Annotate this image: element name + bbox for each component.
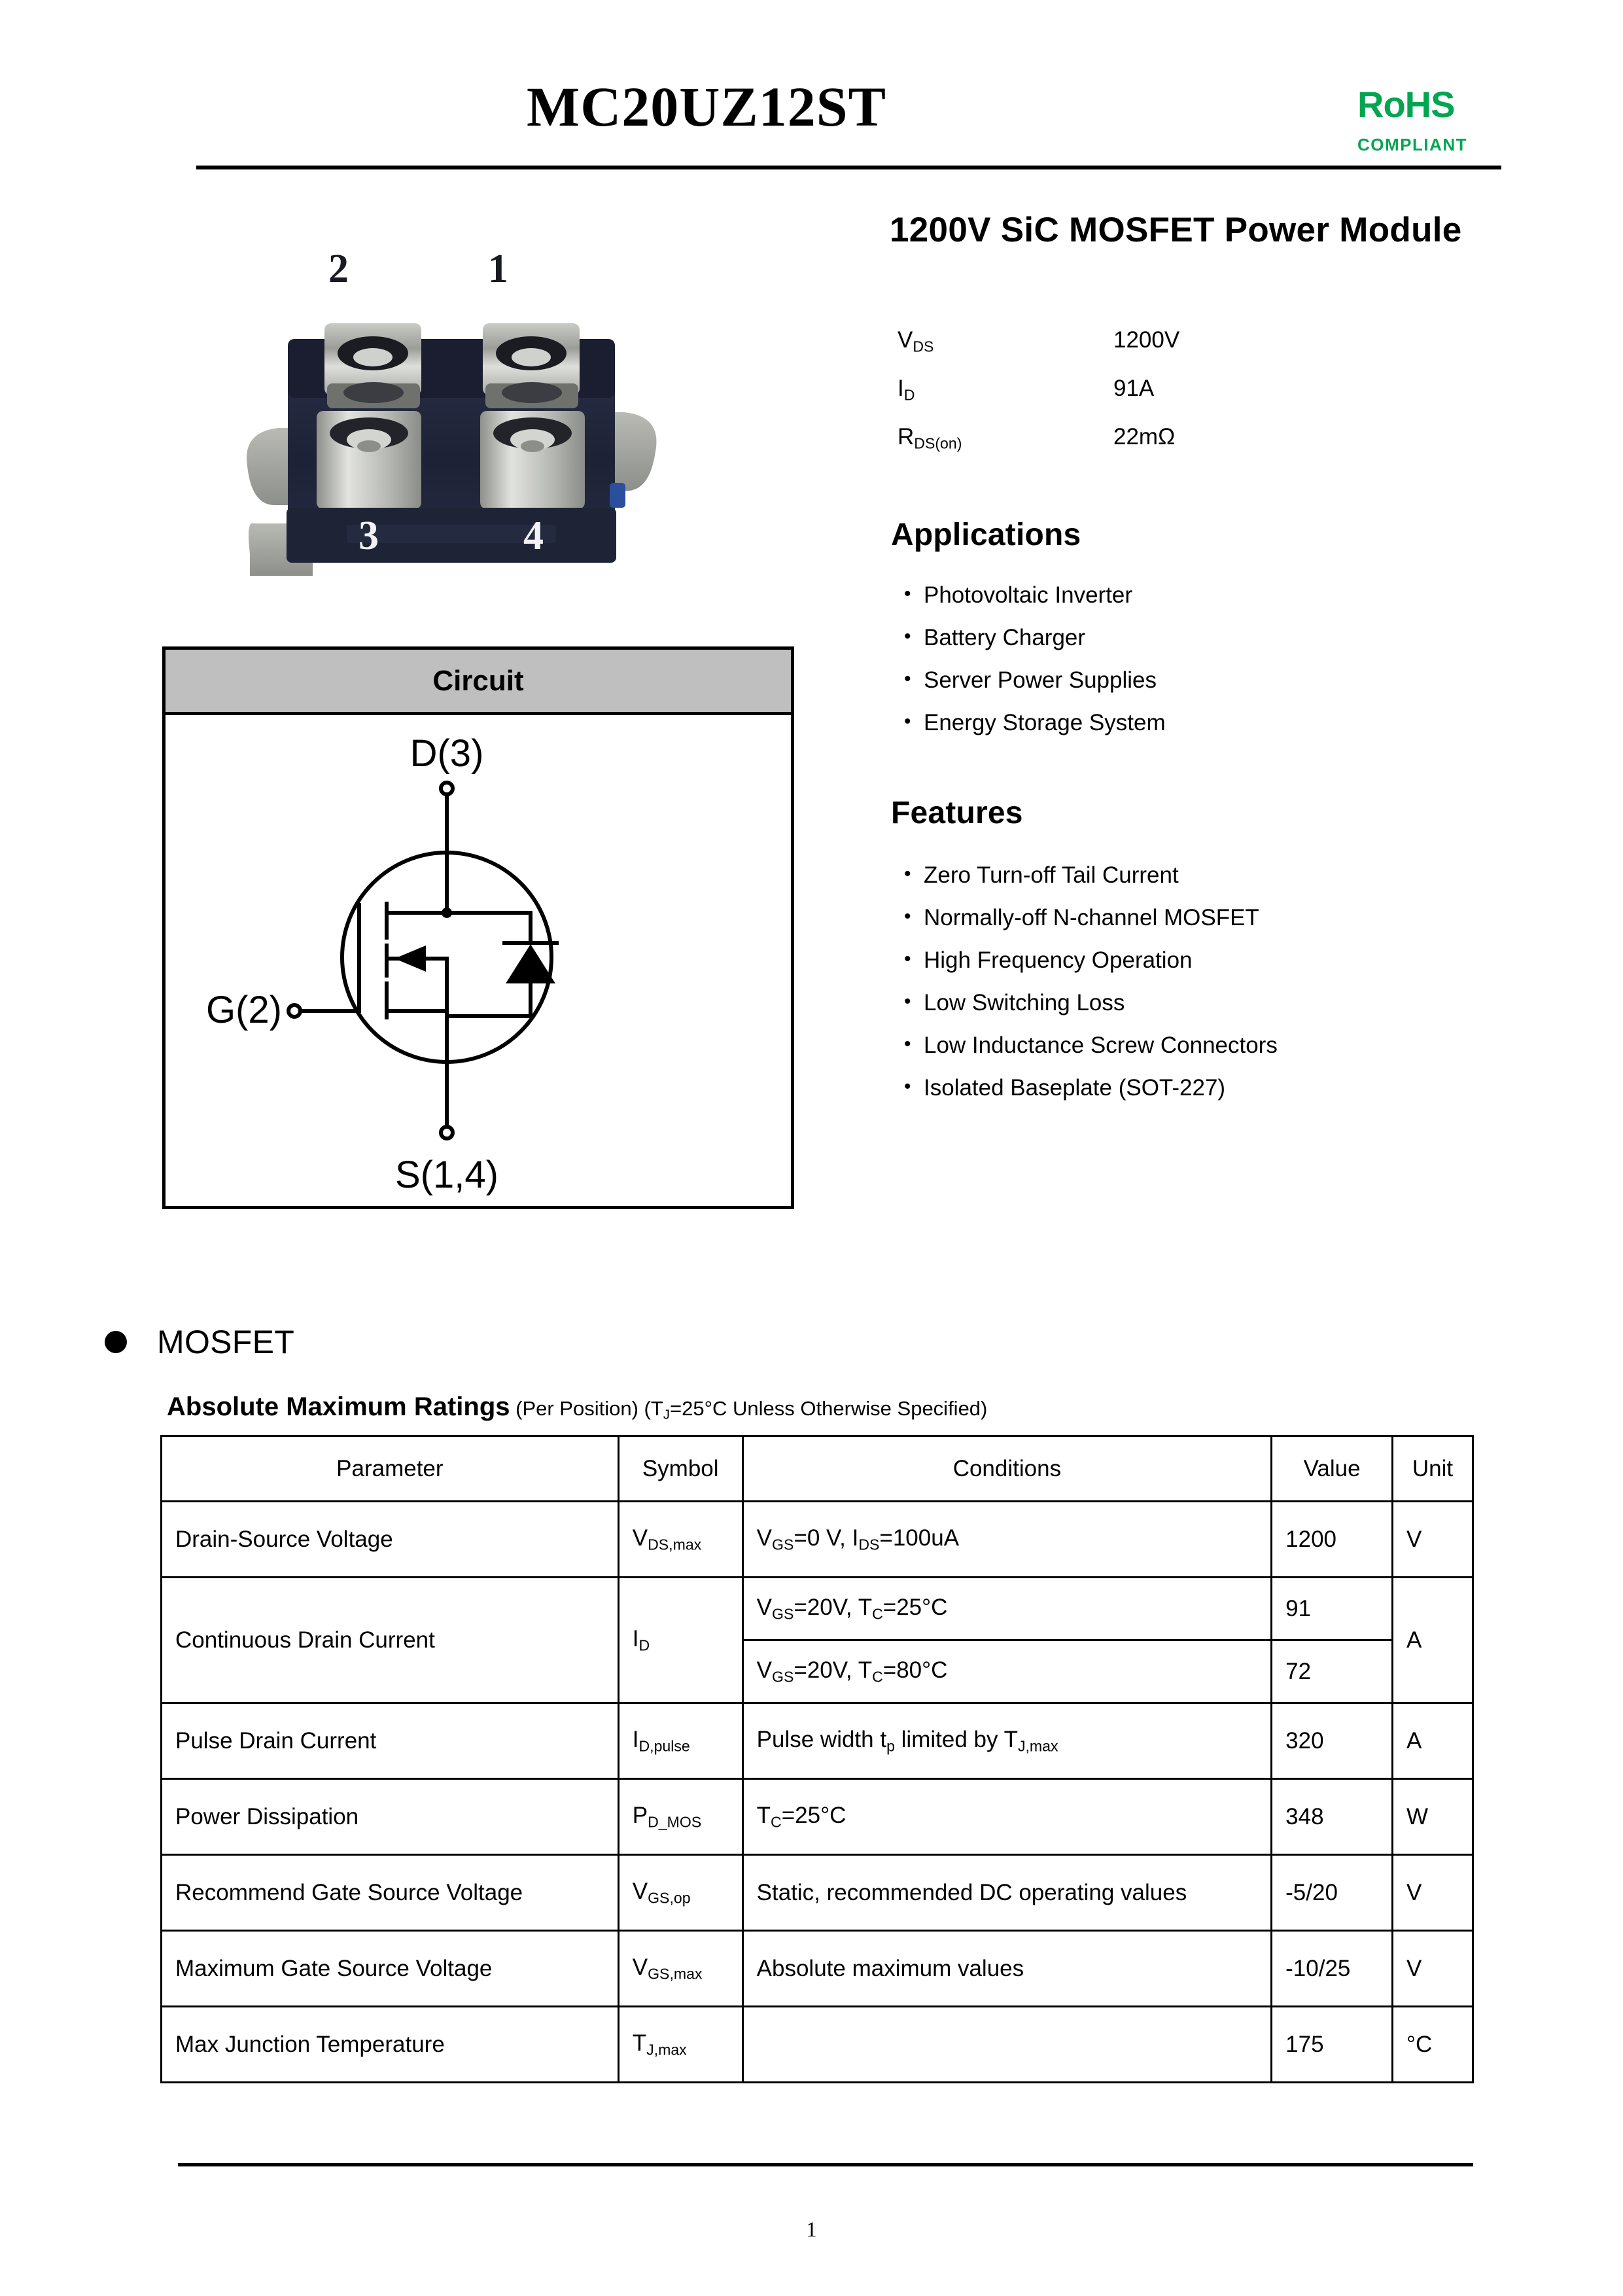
cell-unit: W — [1393, 1779, 1473, 1855]
list-item-label: Battery Charger — [924, 625, 1086, 650]
table-row — [162, 2007, 1473, 2083]
spec-value: 1200V — [1113, 327, 1180, 353]
circuit-box — [162, 646, 794, 1209]
list-item-label: Zero Turn-off Tail Current — [924, 862, 1179, 888]
table-row — [162, 1502, 1473, 1578]
cell-parameter: Power Dissipation — [162, 1779, 619, 1855]
cell-parameter: Recommend Gate Source Voltage — [162, 1855, 619, 1931]
absolute-maximum-ratings-table — [160, 1435, 1474, 2083]
cell-unit: V — [1393, 1502, 1473, 1578]
table-caption-main: Absolute Maximum Ratings — [167, 1392, 510, 1421]
spec-row — [898, 327, 1421, 376]
features-heading: Features — [891, 796, 1023, 830]
list-item — [904, 626, 1532, 669]
cell-parameter: Max Junction Temperature — [162, 2007, 619, 2083]
cell-parameter: Pulse Drain Current — [162, 1703, 619, 1779]
cell-unit: A — [1393, 1703, 1473, 1779]
product-photo — [236, 247, 667, 582]
cell-symbol: $V_{DS,max}$ — [618, 1502, 742, 1578]
applications-heading: Applications — [891, 518, 1081, 552]
cell-unit: °C — [1393, 2007, 1473, 2083]
list-item — [904, 711, 1532, 754]
part-number-title: MC20UZ12ST — [527, 75, 886, 138]
cell-conditions: $T_C=25^\circ C$ — [742, 1779, 1272, 1855]
cell-value: 348 — [1272, 1779, 1393, 1855]
list-item — [904, 906, 1597, 949]
rohs-compliant-label: COMPLIANT — [1357, 135, 1468, 154]
column-header-conditions: Conditions — [742, 1436, 1272, 1502]
section-bullet-icon — [105, 1331, 127, 1353]
column-header-value: Value — [1272, 1436, 1393, 1502]
cell-conditions: Pulse width $t_p$ limited by $T_{J,max}$ — [742, 1703, 1272, 1779]
cell-conditions: Absolute maximum values — [742, 1931, 1272, 2007]
product-subtitle: 1200V SiC MOSFET Power Module — [890, 211, 1462, 249]
mosfet-section-label: MOSFET — [157, 1324, 295, 1360]
drain-label: D(3) — [410, 732, 484, 775]
column-header-symbol: Symbol — [618, 1436, 742, 1502]
list-item — [904, 1076, 1597, 1119]
cell-value: -5/20 — [1272, 1855, 1393, 1931]
list-item — [904, 991, 1597, 1034]
cell-symbol: $P_{D\_MOS}$ — [618, 1779, 742, 1855]
cell-value: 72 — [1272, 1640, 1393, 1703]
cell-parameter: Drain-Source Voltage — [162, 1502, 619, 1578]
table-row — [162, 1931, 1473, 2007]
table-row — [162, 1578, 1473, 1640]
source-label: S(1,4) — [395, 1154, 498, 1196]
column-header-unit: Unit — [1393, 1436, 1473, 1502]
cell-unit: V — [1393, 1855, 1473, 1931]
cell-parameter: Maximum Gate Source Voltage — [162, 1931, 619, 2007]
bullet-icon: • — [904, 626, 911, 647]
cell-parameter: Continuous Drain Current — [162, 1578, 619, 1703]
rohs-label: RoHS — [1357, 84, 1455, 125]
list-item-label: Energy Storage System — [924, 710, 1166, 735]
page-header — [0, 0, 1623, 170]
circuit-box-title: Circuit — [166, 650, 791, 715]
spec-value: 22mΩ — [1113, 424, 1176, 450]
table-header-row — [162, 1436, 1473, 1502]
table-caption — [167, 1392, 987, 1423]
key-specifications — [898, 327, 1421, 472]
pin-label-3: 3 — [358, 514, 379, 558]
footer-divider — [178, 2163, 1473, 2166]
pin-label-2: 2 — [328, 247, 349, 291]
cell-conditions — [742, 2007, 1272, 2083]
list-item-label: Normally-off N-channel MOSFET — [924, 905, 1259, 930]
spec-symbol: $R_{DS(on)}$ — [898, 424, 962, 452]
rohs-badge — [1357, 86, 1554, 155]
bullet-icon: • — [904, 948, 911, 970]
list-item-label: High Frequency Operation — [924, 947, 1193, 973]
column-header-parameter: Parameter — [162, 1436, 619, 1502]
cell-value: 320 — [1272, 1703, 1393, 1779]
table-row — [162, 1855, 1473, 1931]
list-item — [904, 669, 1532, 711]
table-caption-sub: (Per Position) ($T_J=25^\circ C$ Unless Otherwise Specified) — [510, 1397, 988, 1422]
bullet-icon: • — [904, 906, 911, 927]
list-item-label: Isolated Baseplate (SOT-227) — [924, 1075, 1226, 1101]
list-item-label: Photovoltaic Inverter — [924, 582, 1133, 608]
cell-conditions: $V_{GS}=20V$, $T_C=80^\circ C$ — [742, 1640, 1272, 1703]
cell-symbol: $V_{GS,op}$ — [618, 1855, 742, 1931]
cell-symbol: $I_D$ — [618, 1578, 742, 1703]
cell-symbol: $V_{GS,max}$ — [618, 1931, 742, 2007]
page-number: 1 — [806, 2218, 817, 2242]
bullet-icon: • — [904, 711, 911, 732]
cell-symbol: $T_{J,max}$ — [618, 2007, 742, 2083]
list-item — [904, 949, 1597, 991]
bullet-icon: • — [904, 863, 911, 885]
circuit-diagram — [166, 715, 791, 1207]
bullet-icon: • — [904, 1076, 911, 1097]
cell-value: -10/25 — [1272, 1931, 1393, 2007]
mosfet-section-heading — [105, 1323, 294, 1361]
list-item-label: Server Power Supplies — [924, 667, 1157, 693]
cell-symbol: $I_{D,pulse}$ — [618, 1703, 742, 1779]
bullet-icon: • — [904, 668, 911, 690]
cell-conditions: $V_{GS}=0$ V, $I_{DS}=100uA$ — [742, 1502, 1272, 1578]
features-list — [904, 864, 1597, 1119]
list-item — [904, 1034, 1597, 1076]
spec-row — [898, 376, 1421, 424]
spec-symbol: $V_{DS}$ — [898, 327, 934, 355]
spec-symbol: $I_D$ — [898, 376, 915, 404]
cell-unit: A — [1393, 1578, 1473, 1703]
header-divider — [196, 166, 1501, 169]
table-row — [162, 1703, 1473, 1779]
mosfet-symbol-icon — [166, 715, 791, 1207]
cell-value: 1200 — [1272, 1502, 1393, 1578]
sot227-module-image — [236, 255, 667, 582]
applications-list — [904, 584, 1532, 754]
list-item-label: Low Switching Loss — [924, 990, 1125, 1016]
bullet-icon: • — [904, 1033, 911, 1055]
cell-unit: V — [1393, 1931, 1473, 2007]
spec-value: 91A — [1113, 376, 1155, 401]
list-item — [904, 864, 1597, 906]
pin-label-4: 4 — [523, 514, 544, 558]
spec-row — [898, 424, 1421, 472]
list-item — [904, 584, 1532, 626]
cell-conditions: $V_{GS}=20V$, $T_C=25^\circ C$ — [742, 1578, 1272, 1640]
cell-conditions: Static, recommended DC operating values — [742, 1855, 1272, 1931]
pin-label-1: 1 — [488, 247, 508, 291]
gate-label: G(2) — [206, 989, 282, 1031]
cell-value: 175 — [1272, 2007, 1393, 2083]
list-item-label: Low Inductance Screw Connectors — [924, 1033, 1278, 1058]
bullet-icon: • — [904, 991, 911, 1012]
bullet-icon: • — [904, 583, 911, 605]
table-row — [162, 1779, 1473, 1855]
cell-value: 91 — [1272, 1578, 1393, 1640]
